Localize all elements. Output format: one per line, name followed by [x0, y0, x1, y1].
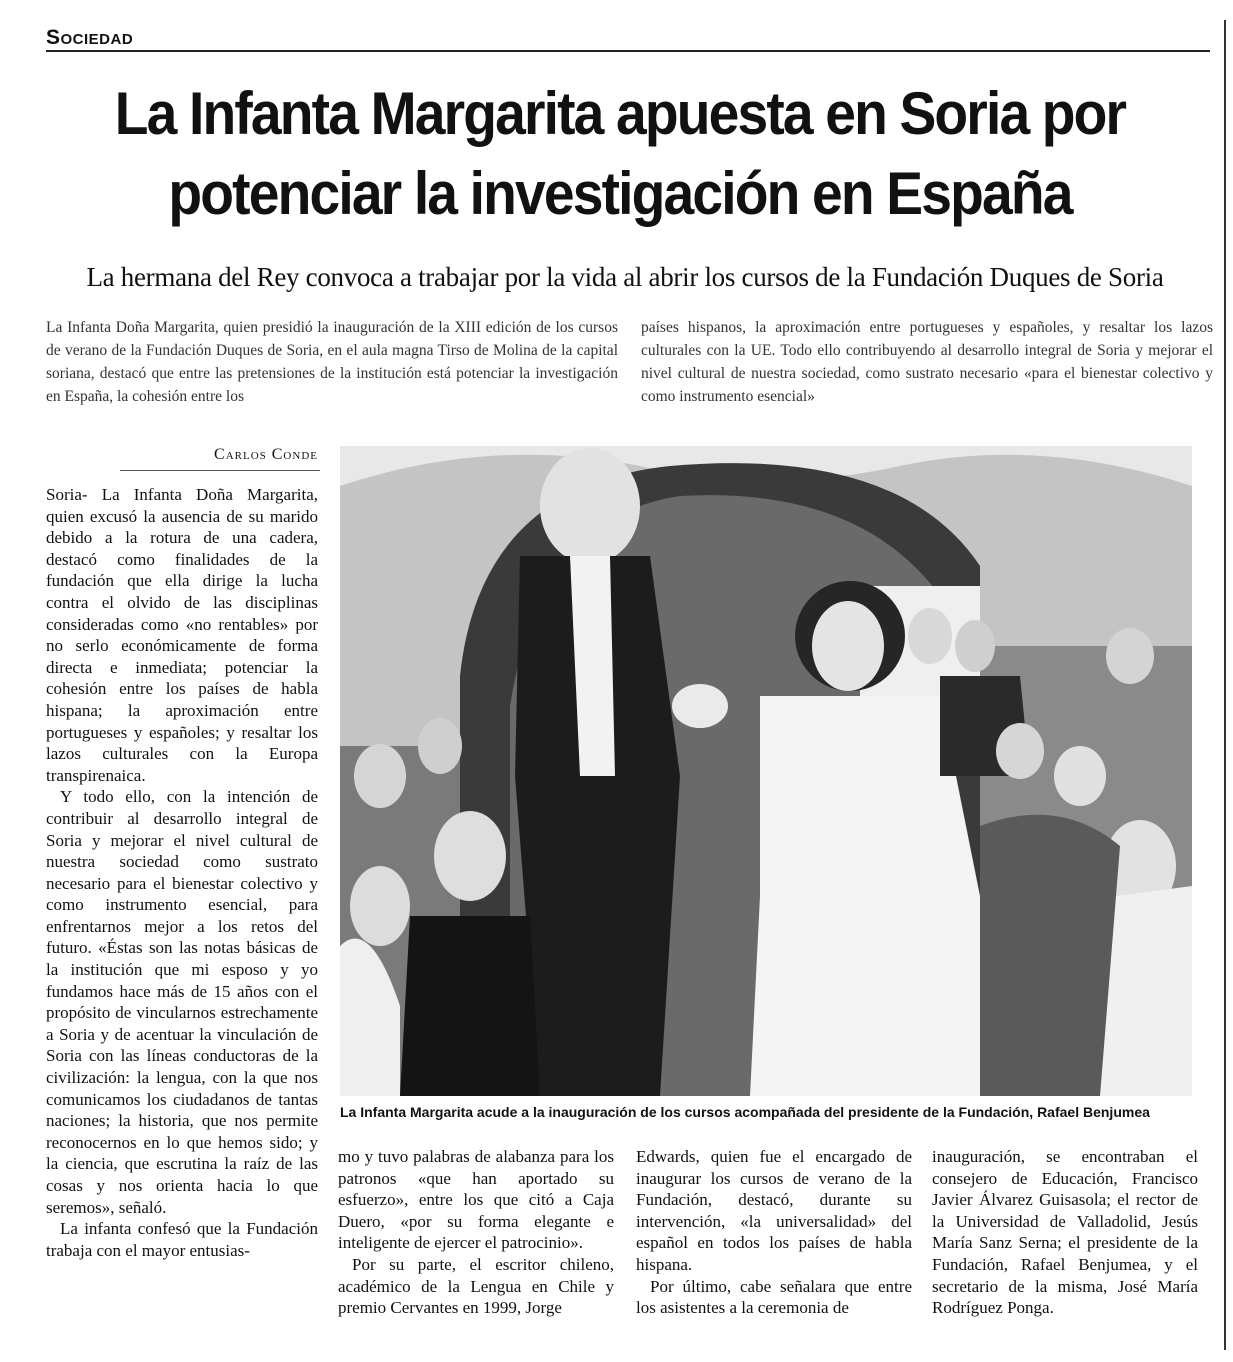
article-column-1 [46, 484, 318, 1261]
lead-paragraph-right: países hispanos, la aproximación entre portugueses y españoles, y resaltar los lazos culturales con la UE. Todo ello contribuyendo al desarrollo integral de Soria y mejorar el nivel cultural de nuestra sociedad, como sustrato necesario «para el bienestar colectivo y como instrumento esencial» [641, 319, 1213, 405]
news-photo [340, 446, 1192, 1096]
article-paragraph: Por su parte, el escritor chileno, académico de la Lengua en Chile y premio Cervantes en 1999, Jorge [338, 1254, 614, 1318]
article-paragraph: Edwards, quien fue el encargado de inaugurar los cursos de verano de la Fundación, destacó, durante su intervención, «la universalidad» del español en todos los países de habla hispana. [636, 1147, 912, 1274]
article-paragraph: Por último, cabe señalara que entre los asistentes a la ceremonia de [636, 1276, 912, 1318]
headline: La Infanta Margarita apuesta en Soria por potenciar la investigación en España [114, 80, 1126, 227]
article-paragraph: inauguración, se encontraban el consejero de Educación, Francisco Javier Álvarez Guisasola; el rector de la Universidad de Valladolid, Jesús María Sanz Serna; el presidente de la Fundación, Rafael Benjumea, y el secretario de la misma, José María Rodríguez Ponga. [932, 1147, 1198, 1318]
subheadline: La hermana del Rey convoca a trabajar por la vida al abrir los cursos de la Fundación Duques de Soria [86, 262, 1164, 292]
byline: Carlos Conde [214, 446, 318, 463]
article-paragraph: Y todo ello, con la intención de contribuir al desarrollo integral de Soria y mejorar el nivel cultural de nuestra sociedad como sustrato necesario para el bienestar colectivo y como instrumento esencial, para enfrentarnos mejor a los retos del futuro. «Éstas son las notas básicas de la institución que mi esposo y yo fundamos hace más de 15 años con el propósito de vincularnos estrechamente a Soria y de acentuar la vinculación de Soria con las líneas conductoras de la civilización: la lengua, con la que nos comunicamos los ciudadanos de tantas naciones; la historia, que nos permite reconocernos en lo que hemos sido; y la ciencia, que escrutina la raíz de las cosas y nos orienta hacia lo que seremos», señaló. [46, 787, 318, 1217]
byline-rule [120, 470, 320, 471]
column-rule [1224, 20, 1226, 1350]
section-rule [46, 50, 1210, 52]
section-label: Sociedad [46, 26, 134, 49]
article-paragraph: mo y tuvo palabras de alabanza para los patronos «que han aportado su esfuerzo», entre los que citó a Caja Duero, «por su forma elegante e inteligente de ejercer el patrocinio». [338, 1147, 614, 1253]
photo-caption: La Infanta Margarita acude a la inauguración de los cursos acompañada del presidente de la Fundación, Rafael Benjumea [340, 1104, 1150, 1120]
article-column-3 [636, 1146, 912, 1319]
article-column-2 [338, 1146, 614, 1319]
lead-paragraph-left: La Infanta Doña Margarita, quien presidió la inauguración de la XIII edición de los cursos de verano de la Fundación Duques de Soria, en el aula magna Tirso de Molina de la capital soriana, destacó que entre las pretensiones de la institución está potenciar la investigación en España, la cohesión entre los [46, 319, 618, 405]
article-paragraph: La infanta confesó que la Fundación trabaja con el mayor entusias- [46, 1219, 318, 1260]
article-paragraph: Soria- La Infanta Doña Margarita, quien excusó la ausencia de su marido debido a la rotura de una cadera, destacó como finalidades de la fundación que ella dirige la lucha contra el olvido de las disciplinas consideradas como «no rentables» por no serlo económicamente de forma directa e inmediata; potenciar la cohesión entre los países de habla hispana; la aproximación entre portugueses y españoles; y resaltar los lazos culturales con la Europa transpirenaica. [46, 485, 318, 785]
article-column-4 [932, 1146, 1198, 1319]
